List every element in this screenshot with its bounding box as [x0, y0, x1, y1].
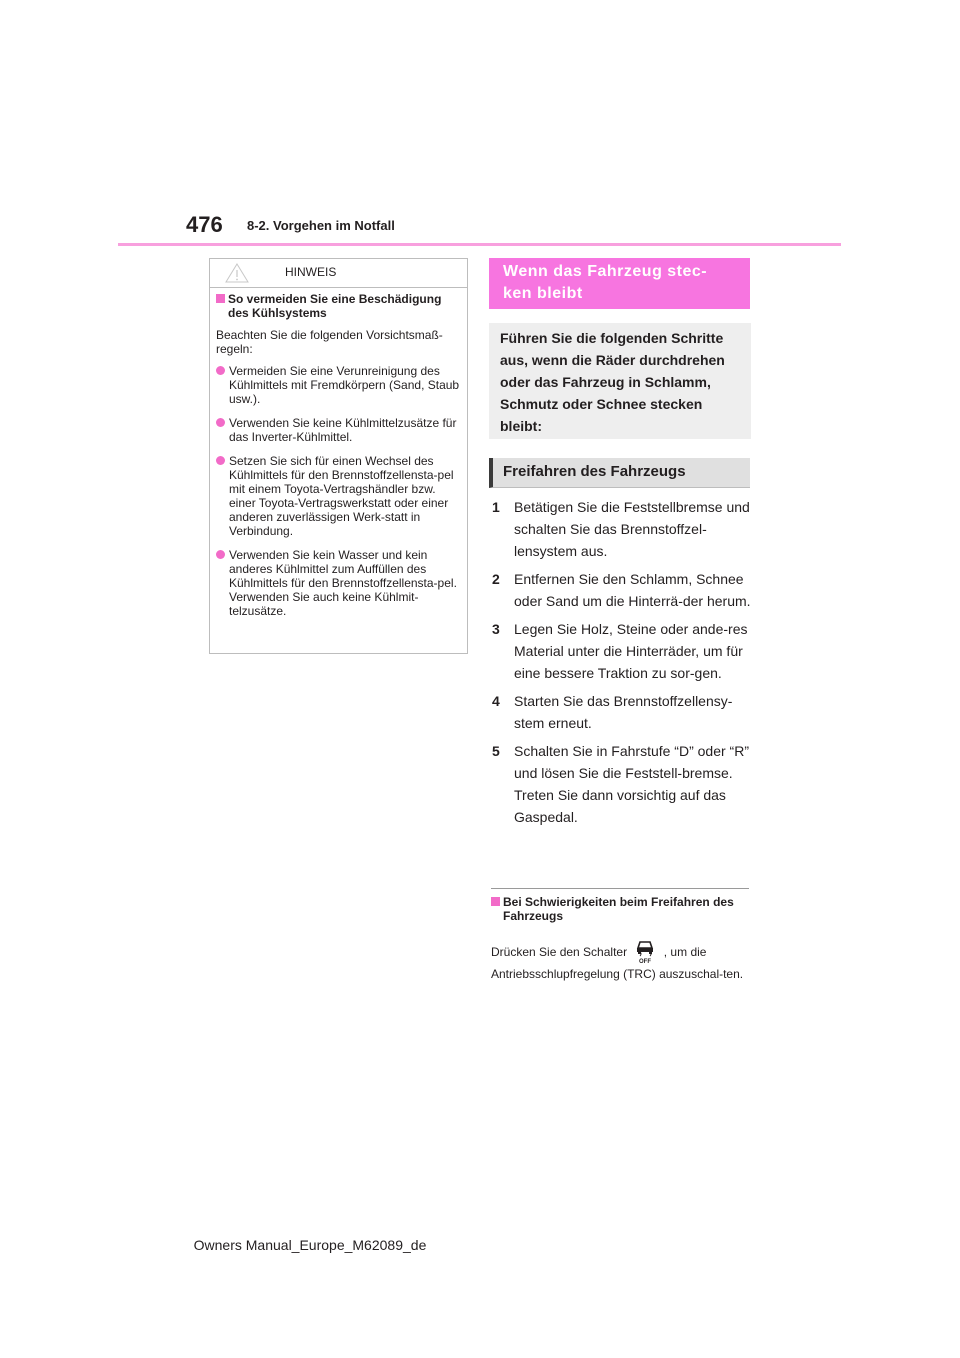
step-number: 1: [492, 499, 500, 515]
step-text: Starten Sie das Brennstoffzellensy-stem erneut.: [514, 693, 733, 731]
step-item: [492, 690, 754, 734]
step-number: 5: [492, 743, 500, 759]
notice-title: HINWEIS: [285, 265, 337, 279]
instruction-text-before: Drücken Sie den Schalter: [491, 945, 628, 959]
step-item: [492, 568, 754, 612]
bullet-dot-icon: [216, 366, 225, 375]
step-number: 4: [492, 693, 500, 709]
notice-bullet: [216, 364, 462, 406]
instruction-text-line2: Antriebsschlupfregelung (TRC) auszuschal-ten.: [491, 967, 744, 981]
bullet-dot-icon: [216, 550, 225, 559]
step-text: Betätigen Sie die Feststellbremse und schalten Sie das Brennstoffzel-lensystem aus.: [514, 499, 750, 559]
notice-bullet-text: Verwenden Sie kein Wasser und kein anderes Kühlmittel zum Auffüllen des Kühlmittels für den Brennstoffzellensta-pel. Verwenden Sie auch keine Kühlmit-telzusätze.: [229, 548, 457, 618]
traction-control-off-icon: [634, 938, 656, 964]
step-item: [492, 740, 754, 828]
notice-header: [210, 259, 467, 288]
section-banner: Wenn das Fahrzeug stec-ken bleibt: [489, 258, 750, 309]
section-intro: Führen Sie die folgenden Schritte aus, wenn die Räder durchdrehen oder das Fahrzeug in Schlamm, Schmutz oder Schnee stecken bleibt:: [489, 323, 751, 439]
step-item: [492, 496, 754, 562]
notice-intro: Beachten Sie die folgenden Vorsichtsmaß-regeln:: [216, 328, 443, 356]
step-text: Schalten Sie in Fahrstufe “D” oder “R” und lösen Sie die Feststell-bremse. Treten Sie dann vorsichtig auf das Gaspedal.: [514, 743, 749, 825]
header-divider: [118, 243, 841, 246]
notice-heading: So vermeiden Sie eine Beschädigung des Kühlsystems: [216, 292, 462, 320]
subsection-divider: [491, 888, 749, 889]
step-text: Entfernen Sie den Schlamm, Schnee oder Sand um die Hinterrä-der herum.: [514, 571, 751, 609]
chapter-title: 8-2. Vorgehen im Notfall: [247, 218, 395, 233]
notice-body: [216, 292, 462, 628]
notice-bullet: [216, 416, 462, 444]
difficulty-heading: [491, 895, 749, 923]
notice-bullet-text: Verwenden Sie keine Kühlmittelzusätze für das Inverter-Kühlmittel.: [229, 416, 457, 444]
subsection-heading: Freifahren des Fahrzeugs: [489, 458, 750, 488]
difficulty-heading-text: Bei Schwierigkeiten beim Freifahren des Fahrzeugs: [491, 895, 749, 923]
notice-bullet: [216, 454, 462, 538]
notice-bullet-text: Setzen Sie sich für einen Wechsel des Kühlmittels für den Brennstoffzellensta-pel mit einem Toyota-Vertragshändler bzw. einer Toyota-Vertragswerkstatt oder einer anderen zuverlässigen Werk-statt in Verbindung.: [229, 454, 454, 538]
footer-text: Owners Manual_Europe_M62089_de: [193, 1237, 427, 1253]
page-number: 476: [186, 212, 223, 237]
warning-triangle-icon: [225, 263, 249, 283]
notice-box: [209, 258, 468, 654]
bullet-dot-icon: [216, 456, 225, 465]
bullet-dot-icon: [216, 418, 225, 427]
step-number: 3: [492, 621, 500, 637]
trc-instruction: [491, 938, 753, 984]
notice-bullet: [216, 548, 462, 618]
instruction-text-after: , um die: [663, 945, 707, 959]
steps-list: [492, 496, 754, 834]
step-item: [492, 618, 754, 684]
step-text: Legen Sie Holz, Steine oder ande-res Material unter die Hinterräder, um für eine bessere Traktion zu sor-gen.: [514, 621, 748, 681]
icon-off-label: OFF: [639, 959, 652, 964]
step-number: 2: [492, 571, 500, 587]
notice-bullet-text: Vermeiden Sie eine Verunreinigung des Kühlmittels mit Fremdkörpern (Sand, Staub usw.).: [229, 364, 460, 406]
